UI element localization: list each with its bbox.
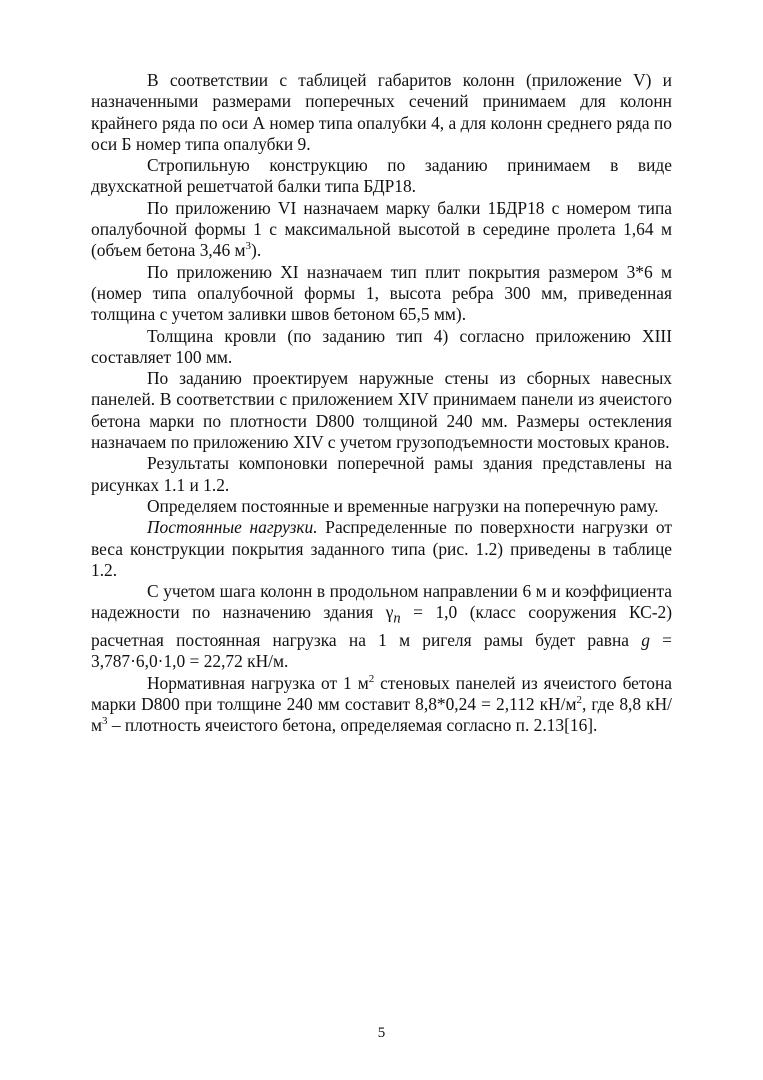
wall-load-text-3: , где 8,8 кН/м — [91, 694, 672, 736]
gamma-symbol: γ — [385, 602, 394, 623]
paragraph-columns: В соответствии с таблицей габаритов колонн (приложение V) и назначенными размерами поперечных сечений принимаем для колонн крайнего ряда по оси А номер типа опалубки 4, а для колонн среднего ряда по оси Б номер типа опалубки 9. — [91, 70, 672, 154]
paragraph-design-load — [91, 581, 672, 673]
paragraph-roof-structure: Стропильную конструкцию по заданию принимаем в виде двухскатной решетчатой балки типа БДР18. — [91, 155, 672, 197]
wall-load-text-1: Нормативная нагрузка от 1 м — [147, 672, 369, 693]
paragraph-beam-mark — [91, 198, 672, 262]
paragraph-wall-load — [91, 673, 672, 737]
design-load-text-2: = 1,0 (класс сооружения КС-2) расчетная постоянная нагрузка на 1 м ригеля рамы будет равна — [91, 602, 672, 651]
wall-load-text-4: – плотность ячеистого бетона, определяемая согласно п. 2.13[16]. — [107, 715, 598, 736]
superscript: 2 — [368, 672, 375, 685]
g-symbol: g — [641, 630, 650, 651]
paragraph-wall-panels: По заданию проектируем наружные стены из сборных навесных панелей. В соответствии с приложением XIV принимаем панели из ячеистого бетона марки по плотности D800 толщиной 240 мм. Размеры остекления назначаем по приложению XIV с учетом грузоподъемности мостовых кранов. — [91, 368, 672, 453]
design-load-text-1: С учетом шага колонн в продольном направлении 6 м и коэффициента надежности по назначению здания — [91, 581, 672, 623]
paragraph-loads-intro: Определяем постоянные и временные нагрузки на поперечную раму. — [147, 495, 659, 516]
paragraph-permanent-loads — [91, 517, 672, 581]
superscript: 2 — [576, 694, 582, 707]
superscript: 3 — [245, 240, 252, 253]
paragraph-roof-slabs: По приложению XI назначаем тип плит покрытия размером 3*6 м (номер типа опалубочной формы 1, высота ребра 300 мм, приведенная толщина с учетом заливки швов бетоном 65,5 мм). — [91, 261, 672, 325]
permanent-loads-text: Распределенные по поверхности нагрузки от веса конструкции покрытия заданного типа (рис. 1.2) приведены в таблице 1.2. — [91, 517, 672, 580]
superscript: 3 — [102, 715, 108, 728]
permanent-loads-heading: Постоянные нагрузки. — [147, 517, 318, 538]
body-text — [91, 70, 672, 737]
design-load-text-3: = 3,787·6,0·1,0 = 22,72 кН/м. — [91, 630, 672, 672]
wall-load-text-2: стеновых панелей из ячеистого бетона марки D800 при толщине 240 мм составит 8,8*0,24 = 2,112 кН/м — [91, 672, 672, 715]
paragraph-frame-results: Результаты компоновки поперечной рамы здания представлены на рисунках 1.1 и 1.2. — [91, 453, 672, 495]
page-number: 5 — [377, 1025, 386, 1041]
paragraph-beam-mark-tail: ). — [251, 240, 262, 261]
paragraph-beam-mark-text: По приложению VI назначаем марку балки 1БДР18 с номером типа опалубочной формы 1 с максимальной высотой в середине пролета 1,64 м (объем бетона 3,46 м — [91, 197, 672, 261]
gamma-subscript: n — [393, 610, 401, 627]
paragraph-roofing-thickness: Толщина кровли (по заданию тип 4) согласно приложению XIII составляет 100 мм. — [91, 325, 672, 367]
